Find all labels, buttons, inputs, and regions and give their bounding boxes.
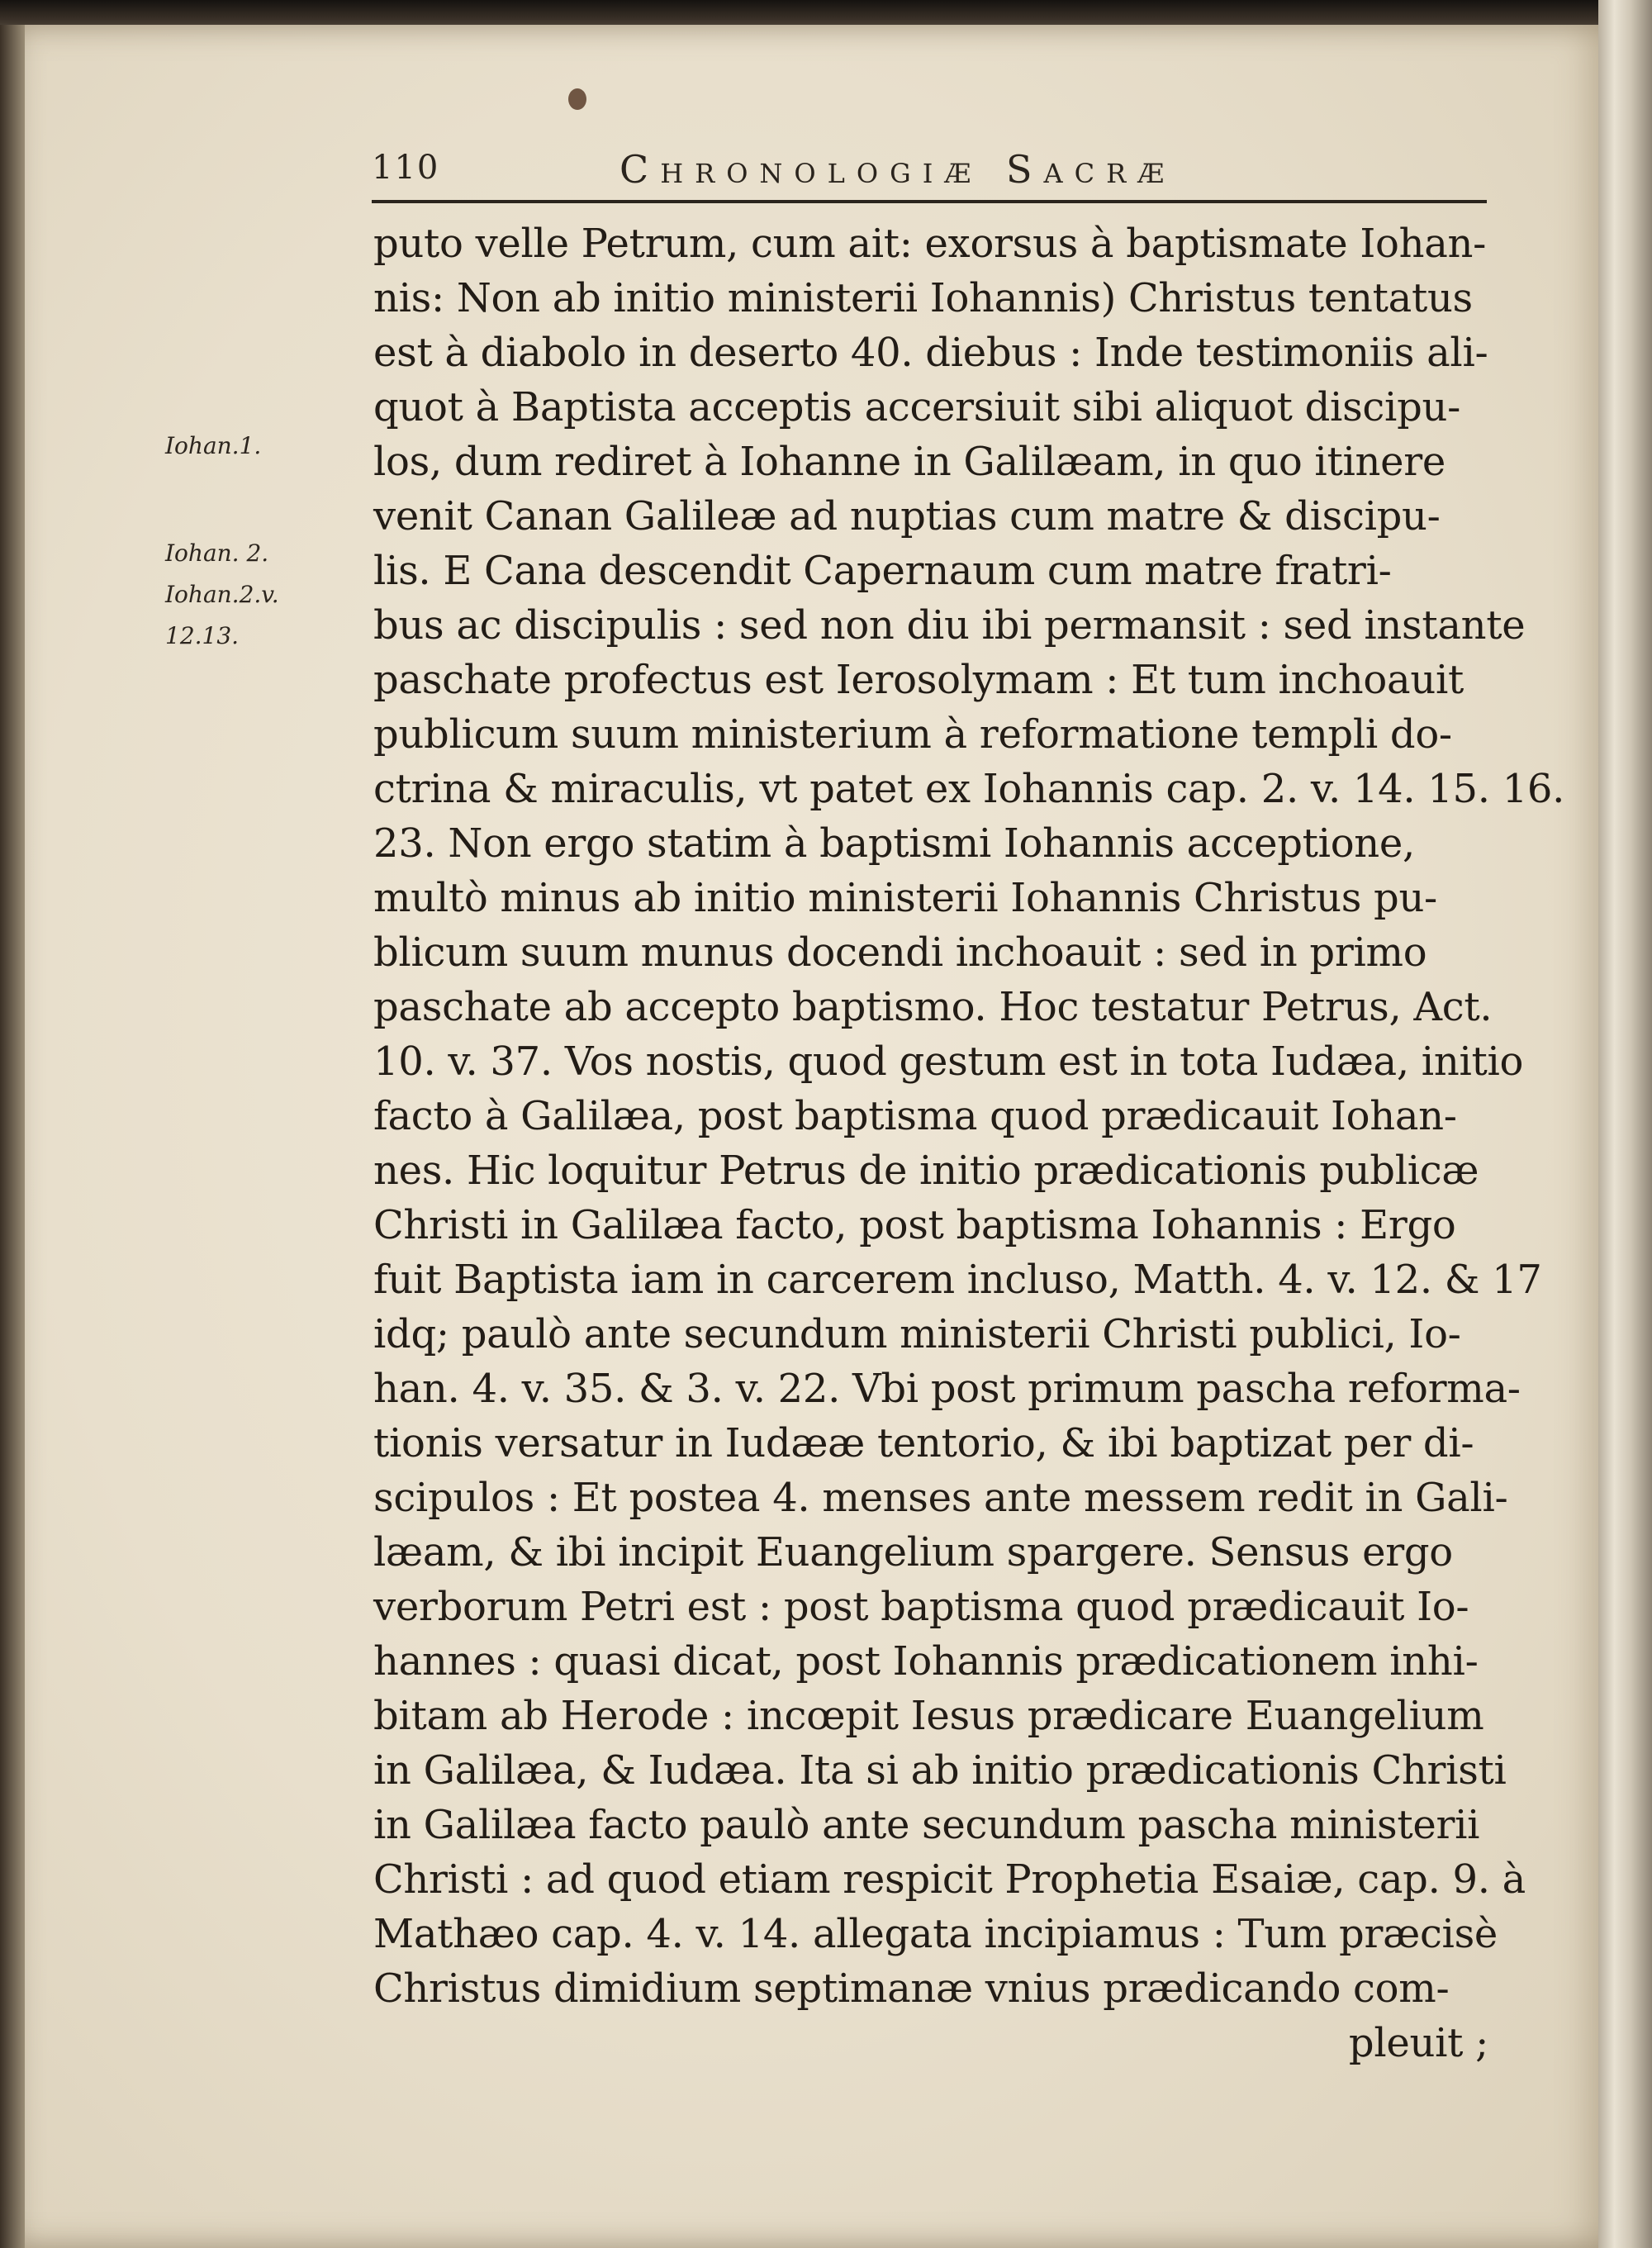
page-number: 110 <box>372 149 440 187</box>
text-line: nes. Hic loquitur Petrus de initio prædicationis publicæ <box>373 1148 1479 1194</box>
text-line: venit Canan Galileæ ad nuptias cum matre & discipu- <box>373 493 1441 539</box>
margin-note: Iohan. 2. <box>165 539 269 567</box>
text-line: Christus dimidium septimanæ vnius prædicando com- <box>373 1965 1450 2012</box>
margin-note: 12.13. <box>165 622 240 649</box>
text-line: Christi : ad quod etiam respicit Prophetia Esaiæ, cap. 9. à <box>373 1856 1526 1903</box>
text-line: fuit Baptista iam in carcerem incluso, Matth. 4. v. 12. & 17 <box>373 1257 1542 1303</box>
text-line: quot à Baptista acceptis accersiuit sibi aliquot discipu- <box>373 384 1461 430</box>
text-line: ctrina & miraculis, vt patet ex Iohannis cap. 2. v. 14. 15. 16. <box>373 766 1565 812</box>
book-cover-edge <box>1598 0 1652 2248</box>
text-line: lis. E Cana descendit Capernaum cum matre fratri- <box>373 548 1392 594</box>
text-line: blicum suum munus docendi inchoauit : sed in primo <box>373 929 1427 976</box>
text-line: scipulos : Et postea 4. menses ante messem redit in Gali- <box>373 1475 1508 1521</box>
text-line: 23. Non ergo statim à baptismi Iohannis acceptione, <box>373 820 1415 867</box>
book-gutter <box>0 25 25 2248</box>
text-line: 10. v. 37. Vos nostis, quod gestum est in tota Iudæa, initio <box>373 1038 1524 1085</box>
page-header <box>372 147 1487 197</box>
text-line: nis: Non ab initio ministerii Iohannis) Christus tentatus <box>373 275 1473 321</box>
text-line: Christi in Galilæa facto, post baptisma Iohannis : Ergo <box>373 1202 1456 1248</box>
text-line: Mathæo cap. 4. v. 14. allegata incipiamus : Tum præcisè <box>373 1911 1498 1957</box>
text-line: los, dum rediret à Iohanne in Galilæam, in quo itinere <box>373 439 1446 485</box>
text-line: verborum Petri est : post baptisma quod prædicauit Io- <box>373 1584 1469 1630</box>
text-line: multò minus ab initio ministerii Iohannis Christus pu- <box>373 875 1437 921</box>
text-line: puto velle Petrum, cum ait: exorsus à baptismate Iohan- <box>373 221 1487 267</box>
running-title: Chronologiæ Sacræ <box>620 147 1176 192</box>
text-line: læam, & ibi incipit Euangelium spargere. Sensus ergo <box>373 1529 1453 1576</box>
header-rule <box>372 200 1487 203</box>
text-line-catchword: pleuit ; <box>1348 2020 1488 2066</box>
text-line: in Galilæa facto paulò ante secundum pascha ministerii <box>373 1802 1480 1848</box>
text-line: facto à Galilæa, post baptisma quod prædicauit Iohan- <box>373 1093 1457 1139</box>
text-line: han. 4. v. 35. & 3. v. 22. Vbi post primum pascha reforma- <box>373 1366 1521 1412</box>
body-text <box>373 216 1565 2070</box>
text-line: hannes : quasi dicat, post Iohannis prædicationem inhi- <box>373 1638 1479 1685</box>
text-line: bus ac discipulis : sed non diu ibi permansit : sed instante <box>373 602 1526 649</box>
ink-stain <box>568 88 586 110</box>
text-line: tionis versatur in Iudææ tentorio, & ibi baptizat per di- <box>373 1420 1474 1466</box>
text-line: est à diabolo in deserto 40. diebus : Inde testimoniis ali- <box>373 330 1488 376</box>
text-line: publicum suum ministerium à reformatione templi do- <box>373 711 1452 758</box>
margin-note: Iohan.2.v. <box>165 581 279 608</box>
margin-note: Iohan.1. <box>165 432 262 459</box>
text-line: in Galilæa, & Iudæa. Ita si ab initio prædicationis Christi <box>373 1747 1507 1794</box>
text-line: paschate ab accepto baptismo. Hoc testatur Petrus, Act. <box>373 984 1493 1030</box>
text-line: paschate profectus est Ierosolymam : Et tum inchoauit <box>373 657 1464 703</box>
text-line: idq; paulò ante secundum ministerii Christi publici, Io- <box>373 1311 1461 1357</box>
text-line: bitam ab Herode : incœpit Iesus prædicare Euangelium <box>373 1693 1484 1739</box>
